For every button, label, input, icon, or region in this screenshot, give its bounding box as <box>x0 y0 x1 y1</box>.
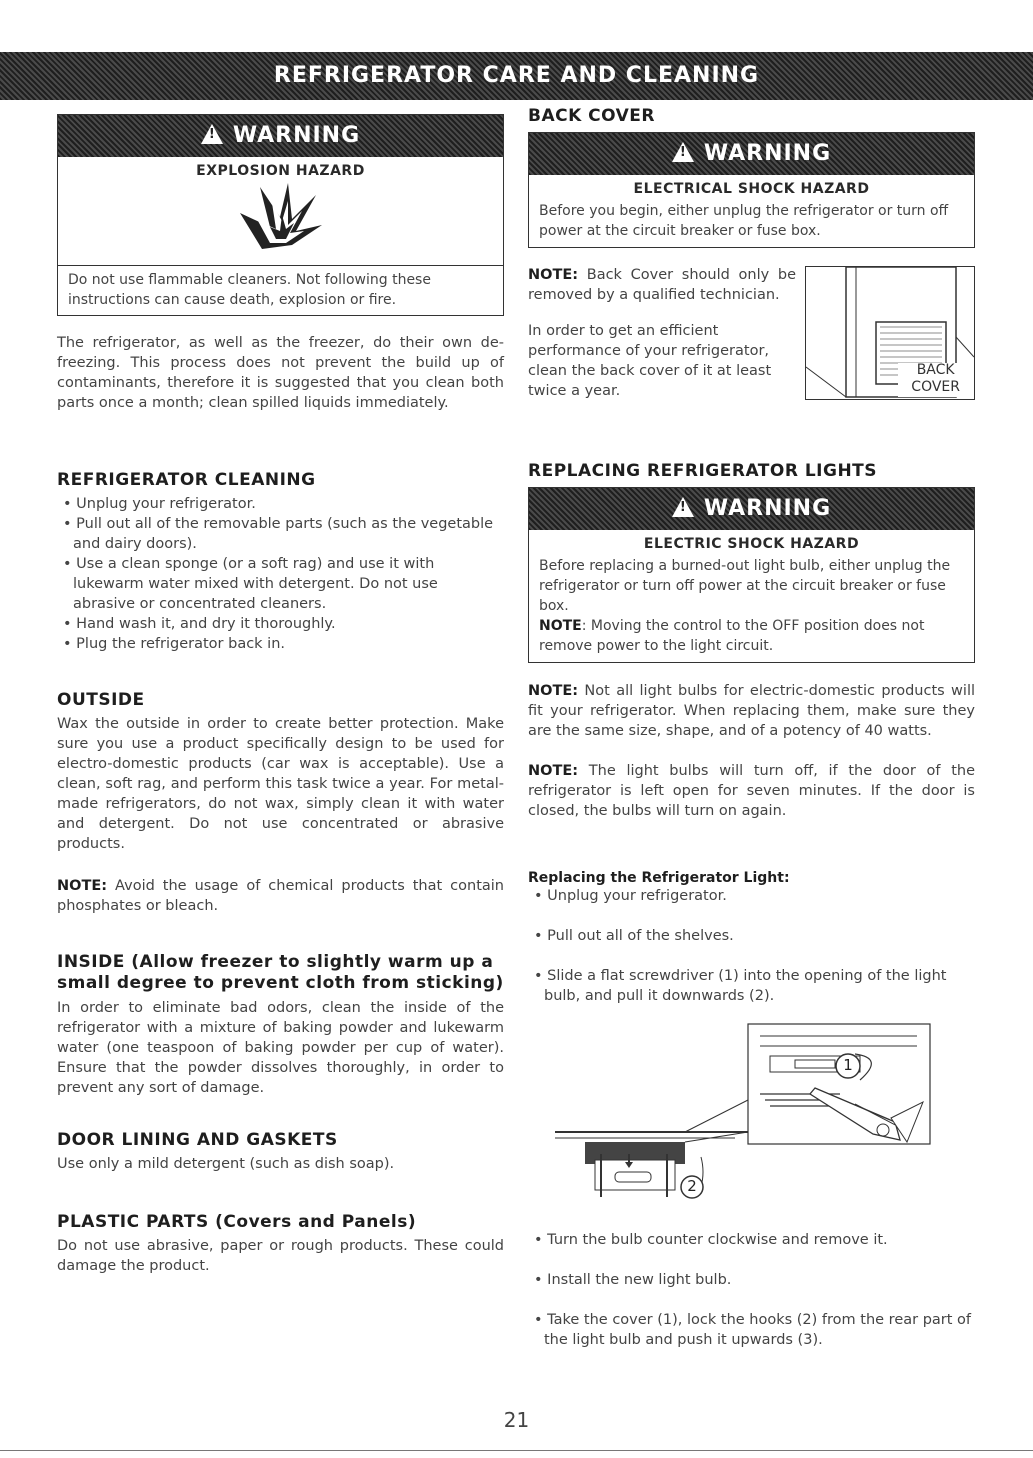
back-cover-text: In order to get an efficient performance of your refrigerator, clean the back cover of it at least twice a year. <box>528 323 772 399</box>
warning-label: WARNING <box>703 496 832 521</box>
list-item: • Take the cover (1), lock the hooks (2) from the rear part of the light bulb and push it upwards (3). <box>528 1310 975 1350</box>
warning-header <box>529 133 974 175</box>
bottom-divider <box>0 1450 1033 1451</box>
inside-section <box>57 952 504 1098</box>
light-warning-box <box>528 487 975 663</box>
list-item: • Unplug your refrigerator. <box>57 494 504 514</box>
explosion-icon <box>58 179 505 259</box>
hazard-title: ELECTRICAL SHOCK HAZARD <box>633 181 870 197</box>
warning-triangle-icon <box>201 124 223 144</box>
outside-section <box>57 690 504 916</box>
steps-list-2 <box>528 1230 975 1350</box>
light-figure <box>555 1022 935 1202</box>
callout-2: 2 <box>687 1177 697 1195</box>
inside-text: In order to eliminate bad odors, clean the inside of the refrigerator with a mixture of baking powder and lukewarm water (one teaspoon of baking powder per cup of water). Ensure that the powder dissolves thoroughly, in order to prevent any sort of damage. <box>57 1000 504 1096</box>
steps-title: Replacing the Refrigerator Light: <box>528 870 790 886</box>
section-title: OUTSIDE <box>57 690 145 710</box>
explosion-warning-text: Do not use flammable cleaners. Not following these instructions can cause death, explosion or fire. <box>68 272 431 308</box>
section-title: INSIDE (Allow freezer to slightly warm up a small degree to prevent cloth from sticking) <box>57 952 504 993</box>
intro-paragraph: The refrigerator, as well as the freezer, do their own de-freezing. This process does not prevent the build up of contaminants, therefore it is suggested that you clean both parts once a month; clean spilled liquids immediately. <box>57 335 504 411</box>
plastic-text: Do not use abrasive, paper or rough products. These could damage the product. <box>57 1238 504 1274</box>
list-item: • Use a clean sponge (or a soft rag) and use it with lukewarm water mixed with detergent. Do not use abrasive or concentrated cleaners. <box>57 554 504 614</box>
section-title: PLASTIC PARTS (Covers and Panels) <box>57 1212 417 1232</box>
list-item: • Unplug your refrigerator. <box>528 886 975 906</box>
outside-text: Wax the outside in order to create better protection. Make sure you use a product specifically design to be used for electro-domestic products (car wax is acceptable). Use a clean, soft rag, and perform this task twice a year. For metal-made refrigerators, do not wax, simply clean it with water and detergent. Do not use concentrated or abrasive products. <box>57 716 504 852</box>
section-title: REPLACING REFRIGERATOR LIGHTS <box>528 461 878 481</box>
replace-steps-continued <box>528 1230 975 1350</box>
light-bulb-removal-icon <box>555 1022 935 1202</box>
list-item: • Turn the bulb counter clockwise and remove it. <box>528 1230 975 1250</box>
warning-label: WARNING <box>232 123 361 148</box>
light-warning-text: Before replacing a burned-out light bulb, either unplug the refrigerator or turn off power at the circuit breaker or fuse box. <box>539 558 951 614</box>
door-section <box>57 1130 504 1174</box>
list-item: • Pull out all of the removable parts (such as the vegetable and dairy doors). <box>57 514 504 554</box>
warning-label: WARNING <box>703 141 832 166</box>
cleaning-list <box>57 494 504 654</box>
refrigerator-cleaning-section <box>57 470 504 654</box>
list-item: • Pull out all of the shelves. <box>528 926 975 946</box>
warning-triangle-icon <box>672 497 694 517</box>
back-cover-section <box>528 106 975 248</box>
light-note-1: NOTE: Not all light bulbs for electric-domestic products will fit your refrigerator. When replacing them, make sure they are the same size, shape, and of a potency of 40 watts. <box>528 683 975 739</box>
section-title: BACK COVER <box>528 106 656 126</box>
page-number: 21 <box>503 1408 530 1432</box>
back-cover-label: BACK COVER <box>911 362 960 395</box>
plastic-section <box>57 1212 504 1276</box>
light-warning-note: NOTE: Moving the control to the OFF position does not remove power to the light circuit. <box>539 618 925 654</box>
warning-header <box>529 488 974 530</box>
warning-triangle-icon <box>672 142 694 162</box>
list-item: • Plug the refrigerator back in. <box>57 634 504 654</box>
section-title: DOOR LINING AND GASKETS <box>57 1130 338 1150</box>
lights-section <box>528 461 975 821</box>
replace-steps <box>528 870 975 1006</box>
outside-note: NOTE: Avoid the usage of chemical products that contain phosphates or bleach. <box>57 878 504 914</box>
hazard-title: EXPLOSION HAZARD <box>196 163 365 179</box>
back-cover-notes <box>528 265 796 401</box>
back-cover-note: NOTE: Back Cover should only be removed by a qualified technician. <box>528 267 796 303</box>
list-item: • Install the new light bulb. <box>528 1270 975 1290</box>
shock-warning-box <box>528 132 975 248</box>
section-title: REFRIGERATOR CLEANING <box>57 470 316 490</box>
list-item: • Hand wash it, and dry it thoroughly. <box>57 614 504 634</box>
shock-warning-text: Before you begin, either unplug the refrigerator or turn off power at the circuit breaker or fuse box. <box>539 203 949 239</box>
warning-header <box>58 115 503 157</box>
callout-1: 1 <box>843 1056 853 1074</box>
light-note-2: NOTE: The light bulbs will turn off, if the door of the refrigerator is left open for seven minutes. If the door is closed, the bulbs will turn on again. <box>528 763 975 819</box>
back-cover-figure <box>805 266 975 400</box>
hazard-title: ELECTRIC SHOCK HAZARD <box>643 536 860 552</box>
steps-list-1 <box>528 886 975 1006</box>
list-item: • Slide a flat screwdriver (1) into the opening of the light bulb, and pull it downwards (2). <box>528 966 975 1006</box>
door-text: Use only a mild detergent (such as dish soap). <box>57 1156 395 1172</box>
explosion-warning-box <box>57 114 504 316</box>
page-banner: REFRIGERATOR CARE AND CLEANING <box>0 52 1033 100</box>
